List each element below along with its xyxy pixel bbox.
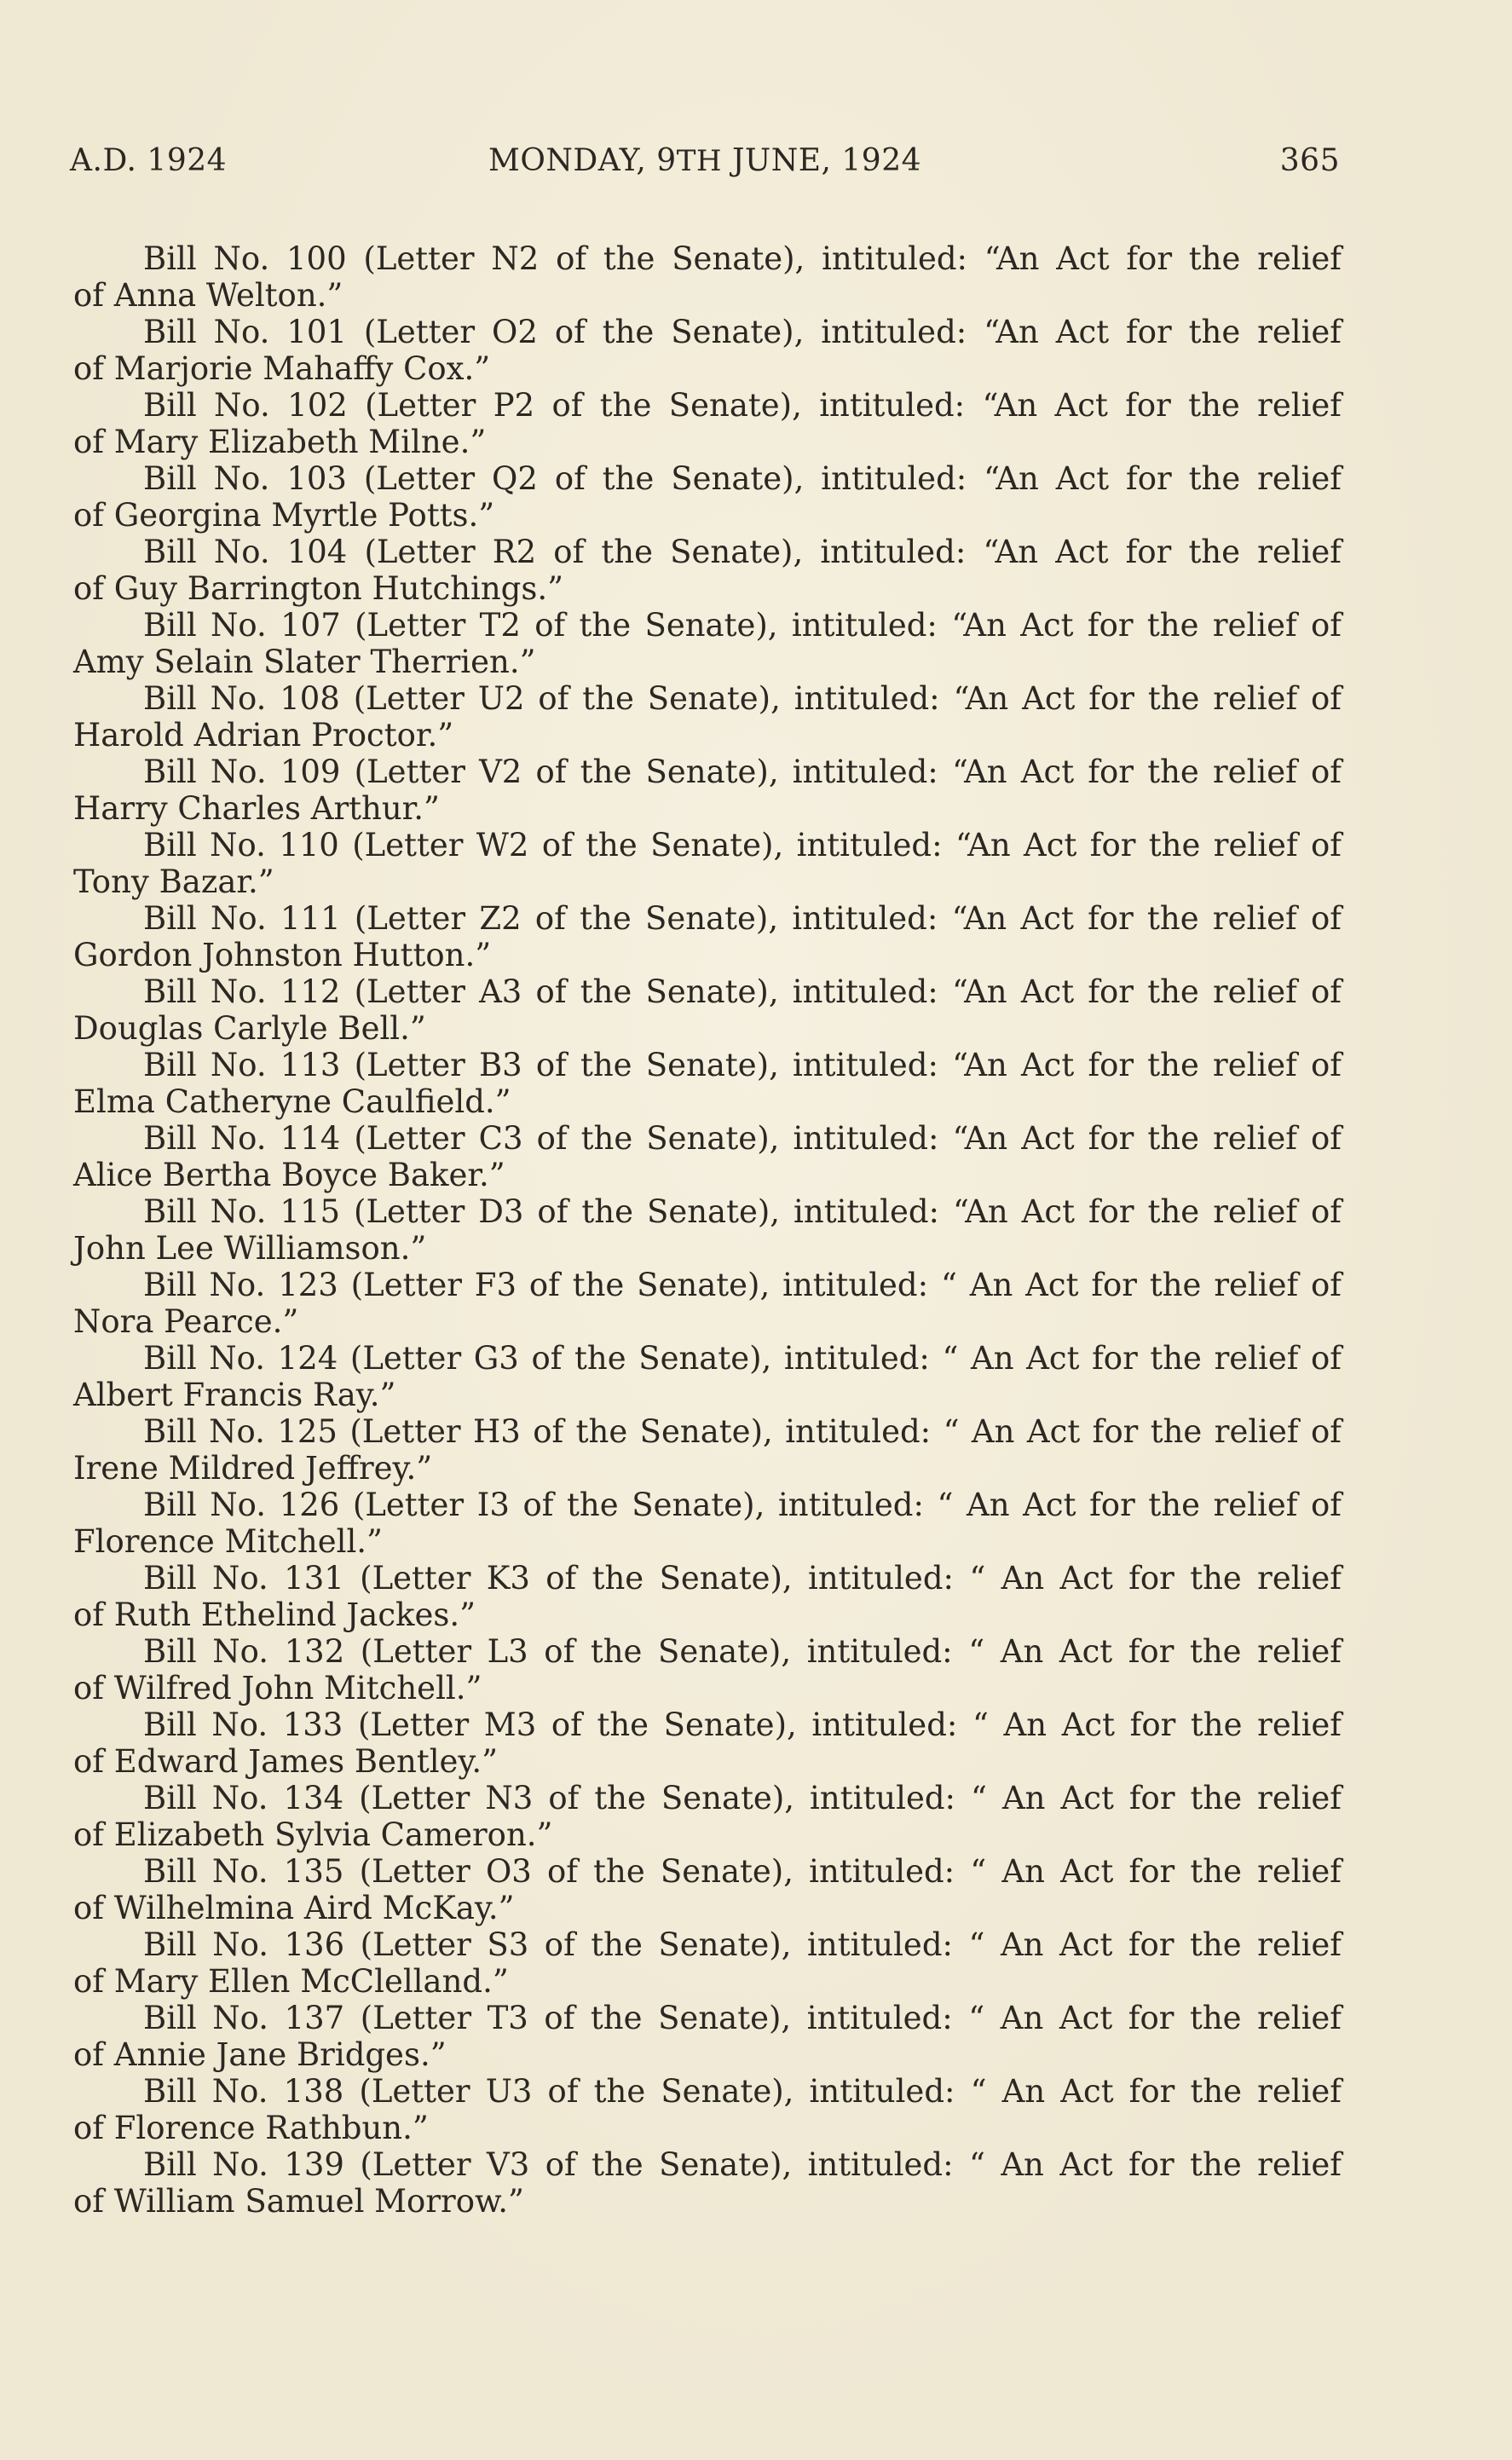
bill-entry	[73, 827, 1342, 900]
bill-line-2: Nora Pearce.”	[73, 1303, 299, 1340]
bill-entry	[73, 314, 1342, 387]
header-date-rest: JUNE, 1924	[731, 143, 922, 178]
bill-line-1: Bill No. 104 (Letter R2 of the Senate), intituled: “An Act for the relief	[143, 534, 1342, 570]
bill-entry	[73, 680, 1342, 754]
bill-entry	[73, 1853, 1342, 1926]
bill-list	[73, 240, 1342, 2220]
bill-line-2: Alice Bertha Boyce Baker.”	[73, 1157, 505, 1193]
page-number: 365	[1279, 143, 1340, 178]
bill-line-2: of William Samuel Morrow.”	[73, 2183, 524, 2220]
bill-entry	[73, 1267, 1342, 1340]
bill-entry	[73, 1340, 1342, 1413]
bill-line-2: of Wilhelmina Aird McKay.”	[73, 1890, 515, 1926]
bill-line-1: Bill No. 135 (Letter O3 of the Senate), intituled: “ An Act for the relief	[143, 1853, 1342, 1890]
bill-line-2: Elma Catheryne Caulfield.”	[73, 1083, 511, 1120]
bill-entry	[73, 387, 1342, 460]
bill-line-1: Bill No. 133 (Letter M3 of the Senate), intituled: “ An Act for the relief	[143, 1706, 1342, 1743]
bill-line-1: Bill No. 107 (Letter T2 of the Senate), intituled: “An Act for the relief of	[143, 607, 1342, 644]
bill-line-2: Albert Francis Ray.”	[73, 1377, 396, 1413]
bill-line-2: John Lee Williamson.”	[73, 1230, 427, 1267]
header-year: A.D. 1924	[70, 143, 228, 178]
bill-line-1: Bill No. 100 (Letter N2 of the Senate), intituled: “An Act for the relief	[143, 240, 1342, 277]
bill-entry	[73, 1047, 1342, 1120]
bill-entry	[73, 973, 1342, 1047]
bill-line-1: Bill No. 115 (Letter D3 of the Senate), intituled: “An Act for the relief of	[143, 1193, 1342, 1230]
bill-line-1: Bill No. 108 (Letter U2 of the Senate), intituled: “An Act for the relief of	[143, 680, 1342, 717]
bill-line-2: of Mary Ellen McClelland.”	[73, 1963, 509, 2000]
bill-line-2: of Marjorie Mahaffy Cox.”	[73, 350, 491, 387]
bill-line-1: Bill No. 139 (Letter V3 of the Senate), intituled: “ An Act for the relief	[143, 2146, 1342, 2183]
bill-line-2: of Wilfred John Mitchell.”	[73, 1670, 482, 1706]
bill-entry	[73, 1706, 1342, 1780]
bill-entry	[73, 2146, 1342, 2220]
bill-line-1: Bill No. 109 (Letter V2 of the Senate), intituled: “An Act for the relief of	[143, 754, 1342, 790]
bill-line-2: of Mary Elizabeth Milne.”	[73, 424, 487, 460]
bill-entry	[73, 1780, 1342, 1853]
bill-line-2: Irene Mildred Jeffrey.”	[73, 1450, 433, 1487]
bill-line-1: Bill No. 113 (Letter B3 of the Senate), intituled: “An Act for the relief of	[143, 1047, 1342, 1083]
bill-line-1: Bill No. 103 (Letter Q2 of the Senate), intituled: “An Act for the relief	[143, 460, 1342, 497]
bill-entry	[73, 460, 1342, 534]
bill-line-1: Bill No. 102 (Letter P2 of the Senate), intituled: “An Act for the relief	[143, 387, 1342, 424]
bill-line-1: Bill No. 131 (Letter K3 of the Senate), intituled: “ An Act for the relief	[143, 1560, 1342, 1597]
bill-line-1: Bill No. 112 (Letter A3 of the Senate), intituled: “An Act for the relief of	[143, 973, 1342, 1010]
bill-line-1: Bill No. 123 (Letter F3 of the Senate), intituled: “ An Act for the relief of	[143, 1267, 1342, 1303]
bill-entry	[73, 2073, 1342, 2146]
bill-line-2: of Guy Barrington Hutchings.”	[73, 570, 564, 607]
bill-line-1: Bill No. 126 (Letter I3 of the Senate), intituled: “ An Act for the relief of	[143, 1487, 1342, 1523]
bill-entry	[73, 1487, 1342, 1560]
bill-line-2: Douglas Carlyle Bell.”	[73, 1010, 426, 1047]
bill-line-1: Bill No. 138 (Letter U3 of the Senate), intituled: “ An Act for the relief	[143, 2073, 1342, 2110]
bill-line-2: of Ruth Ethelind Jackes.”	[73, 1597, 476, 1633]
bill-line-2: Tony Bazar.”	[73, 863, 274, 900]
bill-entry	[73, 534, 1342, 607]
bill-line-2: of Edward James Bentley.”	[73, 1743, 499, 1780]
bill-line-1: Bill No. 111 (Letter Z2 of the Senate), intituled: “An Act for the relief of	[143, 900, 1342, 937]
bill-entry	[73, 900, 1342, 973]
bill-line-1: Bill No. 110 (Letter W2 of the Senate), intituled: “An Act for the relief of	[143, 827, 1342, 863]
bill-entry	[73, 2000, 1342, 2073]
bill-line-1: Bill No. 114 (Letter C3 of the Senate), intituled: “An Act for the relief of	[143, 1120, 1342, 1157]
bill-line-1: Bill No. 137 (Letter T3 of the Senate), intituled: “ An Act for the relief	[143, 2000, 1342, 2036]
bill-line-2: Harold Adrian Proctor.”	[73, 717, 454, 754]
bill-entry	[73, 1120, 1342, 1193]
bill-line-2: of Georgina Myrtle Potts.”	[73, 497, 495, 534]
bill-line-2: Amy Selain Slater Therrien.”	[73, 644, 536, 680]
bill-line-2: Florence Mitchell.”	[73, 1523, 383, 1560]
bill-entry	[73, 240, 1342, 314]
header-date-suffix: TH	[676, 144, 723, 178]
bill-line-2: of Florence Rathbun.”	[73, 2110, 429, 2146]
header-date	[70, 143, 1340, 178]
bill-line-1: Bill No. 136 (Letter S3 of the Senate), intituled: “ An Act for the relief	[143, 1926, 1342, 1963]
bill-line-1: Bill No. 125 (Letter H3 of the Senate), intituled: “ An Act for the relief of	[143, 1413, 1342, 1450]
bill-entry	[73, 607, 1342, 680]
bill-entry	[73, 1193, 1342, 1267]
bill-line-2: of Annie Jane Bridges.”	[73, 2036, 447, 2073]
bill-line-2: of Elizabeth Sylvia Cameron.”	[73, 1816, 553, 1853]
header-day: MONDAY,	[488, 143, 647, 178]
bill-line-1: Bill No. 134 (Letter N3 of the Senate), intituled: “ An Act for the relief	[143, 1780, 1342, 1816]
bill-entry	[73, 1633, 1342, 1706]
bill-line-2: of Anna Welton.”	[73, 277, 343, 314]
bill-line-1: Bill No. 132 (Letter L3 of the Senate), intituled: “ An Act for the relief	[143, 1633, 1342, 1670]
header-date-num: 9	[656, 143, 677, 178]
bill-entry	[73, 1560, 1342, 1633]
page-header	[70, 143, 1340, 191]
bill-line-2: Harry Charles Arthur.”	[73, 790, 440, 827]
bill-entry	[73, 1926, 1342, 2000]
bill-line-1: Bill No. 124 (Letter G3 of the Senate), intituled: “ An Act for the relief of	[143, 1340, 1342, 1377]
bill-entry	[73, 754, 1342, 827]
bill-line-2: Gordon Johnston Hutton.”	[73, 937, 492, 973]
bill-line-1: Bill No. 101 (Letter O2 of the Senate), intituled: “An Act for the relief	[143, 314, 1342, 350]
bill-entry	[73, 1413, 1342, 1487]
